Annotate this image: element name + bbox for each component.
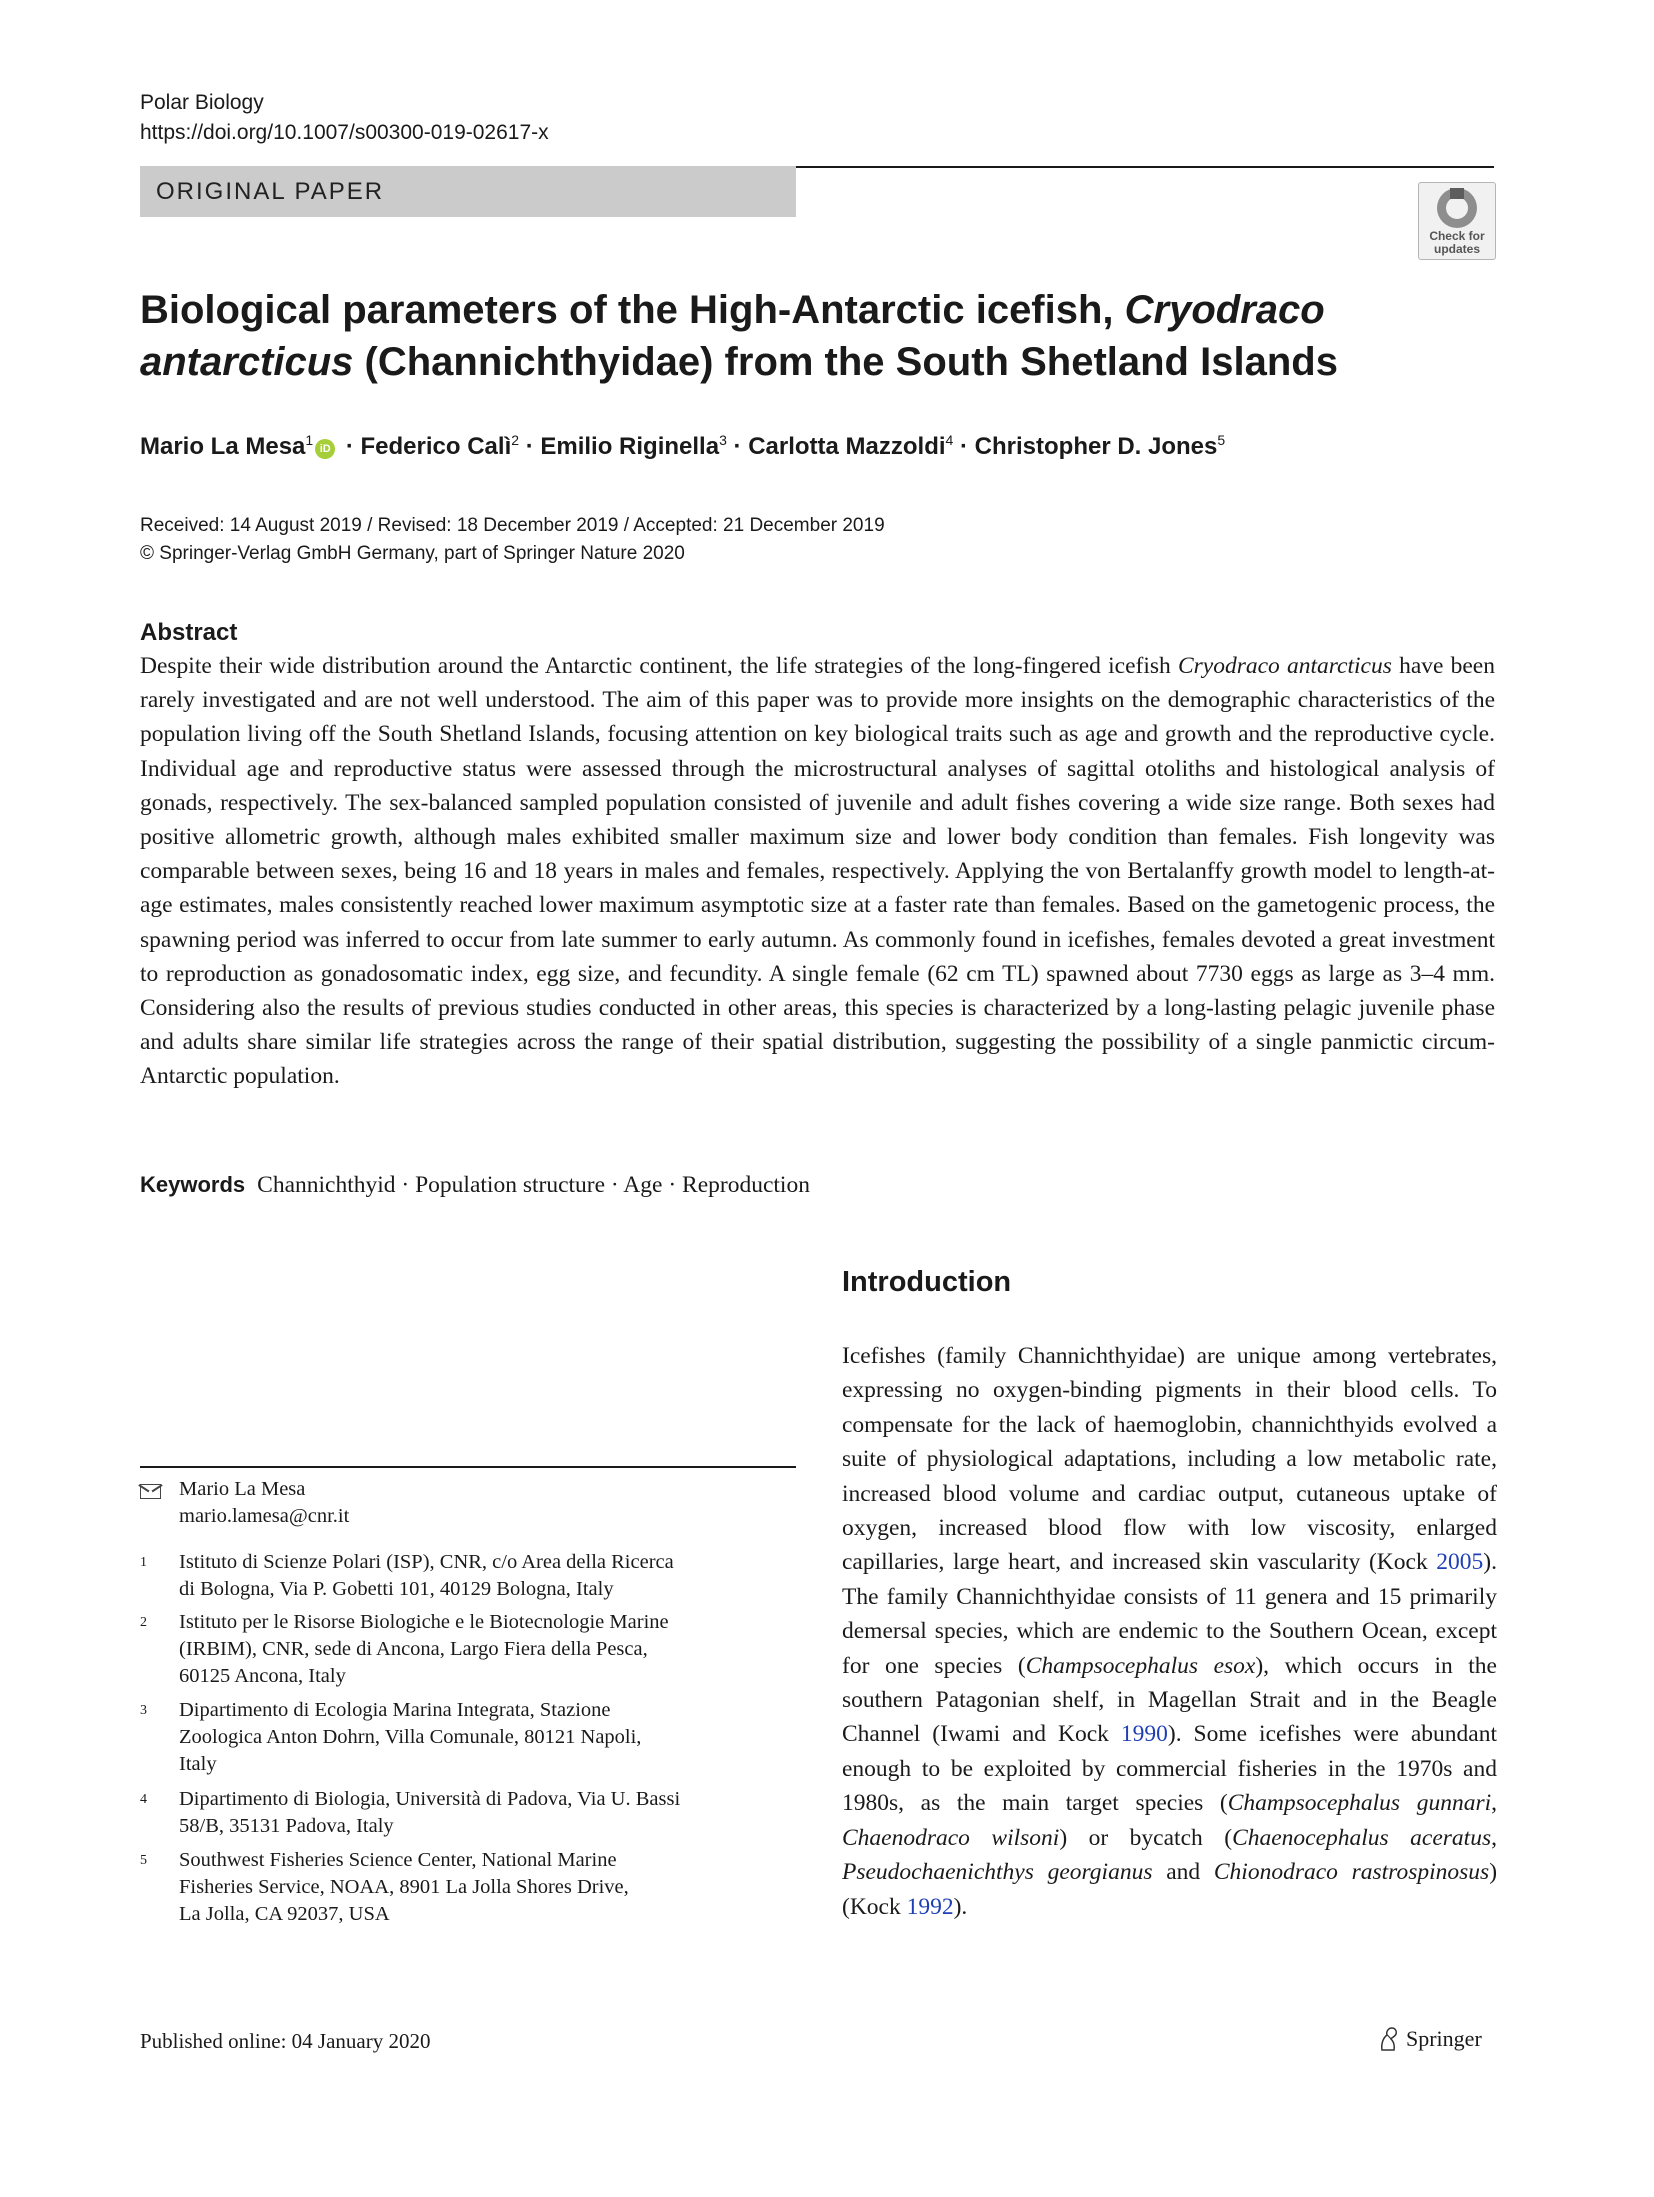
envelope-icon — [140, 1484, 161, 1499]
introduction-body: Icefishes (family Channichthyidae) are unique among vertebrates, expressing no oxygen-binding pigments in their blood cells. To compensate for the lack of haemoglobin, channichthyids evolved a suite of physiological adaptations, including a low metabolic rate, increased blood volume and cardiac output, cutaneous uptake of oxygen, increased blood flow with low viscosity, enlarged capillaries, large heart, and increased skin vascularity (Kock 2005). The family Channichthyidae consists of 11 genera and 15 primarily demersal species, which are endemic to the Southern Ocean, except for one species (Champsocephalus esox), which occurs in the southern Patagonian shelf, in Magellan Strait and in the Beagle Channel (Iwami and Kock 1990). Some icefishes were abundant enough to be exploited by commercial fisheries in the 1970s and 1980s, as the main target species (Champsocephalus gunnari, Chaenodraco wilsoni) or bycatch (Chaenocephalus aceratus, Pseudochaenichthys georgianus and Chionodraco rastrospinosus) (Kock 1992). — [842, 1343, 1498, 1920]
publisher-logo — [1378, 2024, 1482, 2054]
springer-horse-icon — [1378, 2026, 1400, 2052]
author-name[interactable]: Emilio Riginella — [540, 433, 720, 460]
keywords-label: Keywords — [140, 1172, 246, 1197]
author-affiliation-mark: 4 — [945, 432, 954, 448]
affiliation-item: Dipartimento di Ecologia Marina Integrata, Stazione Zoologica Anton Dohrn, Villa Comunale, 80121 Napoli, Italy — [179, 1699, 642, 1775]
affiliation-item: Dipartimento di Biologia, Università di Padova, Via U. Bassi 58/B, 35131 Padova, Italy — [179, 1788, 681, 1837]
affiliation-item: Southwest Fisheries Science Center, National Marine Fisheries Service, NOAA, 8901 La Jolla Shores Drive, La Jolla, CA 92037, USA — [179, 1849, 629, 1925]
affiliation-item: Istituto per le Risorse Biologiche e le Biotecnologie Marine (IRBIM), CNR, sede di Ancona, Largo Fiera della Pesca, 60125 Ancona, Italy — [179, 1611, 669, 1687]
affiliations-rule — [140, 1466, 796, 1468]
header-rule — [796, 166, 1494, 168]
affiliation-number: 5 — [140, 1853, 147, 1868]
author-name[interactable]: Mario La Mesa — [140, 433, 306, 460]
check-for-updates-badge[interactable] — [1418, 182, 1496, 260]
publisher-name: Springer — [1406, 2026, 1482, 2051]
refresh-icon — [1437, 188, 1477, 228]
published-online-date: Published online: 04 January 2020 — [140, 2029, 431, 2053]
affiliation-item: Istituto di Scienze Polari (ISP), CNR, c/o Area della Ricerca di Bologna, Via P. Gobetti 101, 40129 Bologna, Italy — [179, 1551, 674, 1600]
journal-name: Polar Biology — [140, 91, 264, 114]
citation-link[interactable]: 1990 — [1120, 1721, 1168, 1748]
corresponding-author-name: Mario La Mesa — [179, 1478, 306, 1500]
citation-link[interactable]: 2005 — [1436, 1549, 1484, 1576]
introduction-heading: Introduction — [842, 1266, 1012, 1298]
corresponding-author-email[interactable]: mario.lamesa@cnr.it — [179, 1505, 350, 1527]
check-for-updates-label: Check for updates — [1429, 229, 1485, 256]
article-dates: Received: 14 August 2019 / Revised: 18 December 2019 / Accepted: 21 December 2019 — [140, 515, 885, 536]
affiliation-number: 2 — [140, 1615, 147, 1630]
author-name[interactable]: Carlotta Mazzoldi — [748, 433, 946, 460]
affiliation-number: 3 — [140, 1703, 147, 1718]
abstract-body: Despite their wide distribution around the Antarctic continent, the life strategies of the long-fingered icefish Cryodraco antarcticus have been rarely investigated and are not well understood. The aim of this paper was to provide more insights on the demographic characteristics of the population living off the South Shetland Islands, focusing attention on key biological traits such as age and growth and the reproductive cycle. Individual age and reproductive status were assessed through the microstructural analyses of sagittal otoliths and histological analysis of gonads, respectively. The sex-balanced sampled population consisted of juvenile and adult fishes covering a wide size range. Both sexes had positive allometric growth, although males exhibited smaller maximum size and lower body condition than females. Fish longevity was comparable between sexes, being 16 and 18 years in males and females, respectively. Applying the von Bertalanffy growth model to length-at-age estimates, males consistently reached lower maximum asymptotic size at a faster rate than females. Based on the gametogenic process, the spawning period was inferred to occur from late summer to early autumn. As commonly found in icefishes, females devoted a great investment to reproduction as gonadosomatic index, egg size, and fecundity. A single female (62 cm TL) spawned about 7730 eggs as large as 3–4 mm. Considering also the results of previous studies conducted in other areas, this species is characterized by a long-lasting pelagic juvenile phase and adults share similar life strategies across the range of their spatial distribution, suggesting the possibility of a single panmictic circum-Antarctic population. — [140, 653, 1495, 1090]
copyright-notice: © Springer-Verlag GmbH Germany, part of Springer Nature 2020 — [140, 543, 685, 564]
article-title: Biological parameters of the High-Antarctic icefish, Cryodraco antarcticus (Channichthyidae) from the South Shetland Islands — [140, 288, 1338, 384]
author-name[interactable]: Federico Calì — [360, 433, 512, 460]
author-affiliation-mark: 3 — [719, 432, 727, 448]
keywords-list: Channichthyid · Population structure · Age · Reproduction — [257, 1172, 810, 1198]
corresponding-author — [179, 1476, 349, 1530]
affiliation-number: 4 — [140, 1792, 147, 1807]
abstract-heading: Abstract — [140, 619, 238, 646]
doi-link[interactable]: https://doi.org/10.1007/s00300-019-02617-x — [140, 121, 549, 144]
citation-link[interactable]: 1992 — [906, 1893, 954, 1920]
author-affiliation-mark: 5 — [1217, 432, 1226, 448]
author-name[interactable]: Christopher D. Jones — [974, 433, 1218, 460]
author-list: Mario La Mesa$^1$iD · Federico Calì$^2$ · Emilio Riginella$^3$ · Carlotta Mazzoldi$^4$ · Christopher D. Jones$^5$ — [140, 432, 1226, 460]
affiliation-number: 1 — [140, 1555, 147, 1570]
paper-type-banner — [140, 166, 796, 217]
paper-type-label: ORIGINAL PAPER — [156, 178, 385, 205]
orcid-icon[interactable]: iD — [315, 439, 335, 459]
author-affiliation-mark: 2 — [511, 432, 520, 448]
author-affiliation-mark: 1 — [305, 432, 314, 448]
keywords — [140, 1168, 810, 1202]
